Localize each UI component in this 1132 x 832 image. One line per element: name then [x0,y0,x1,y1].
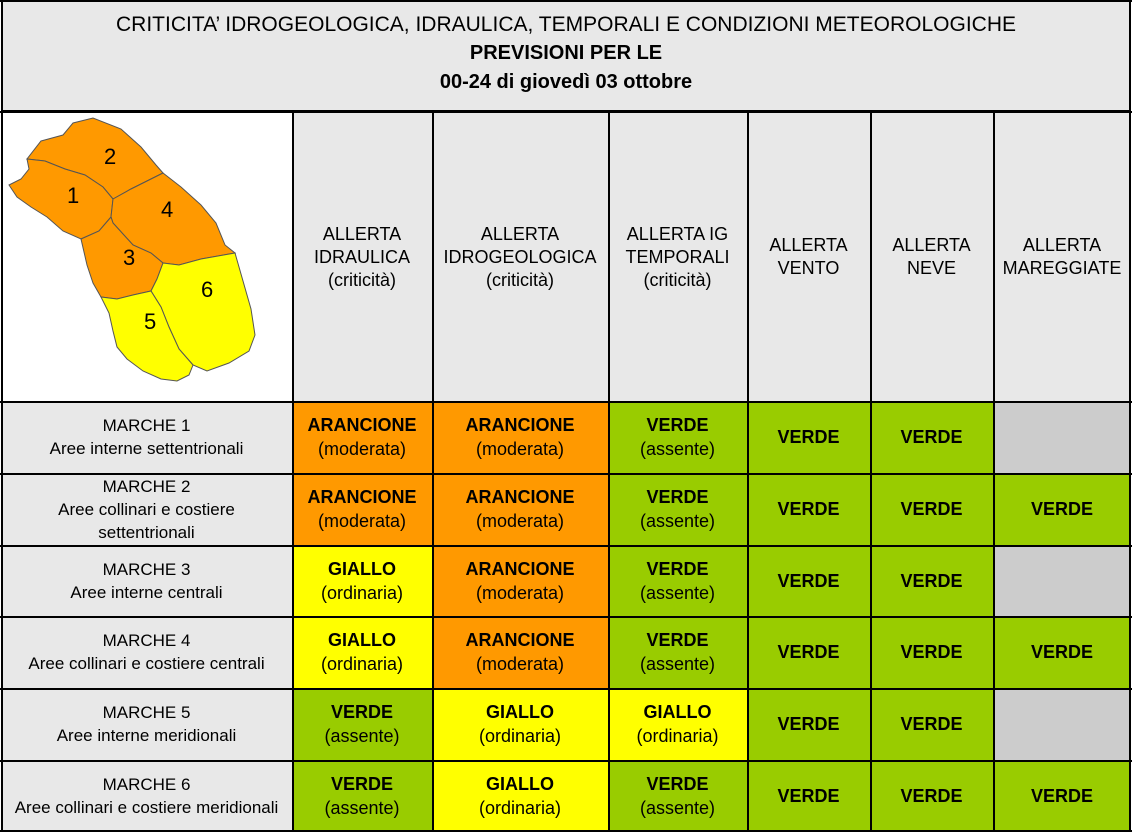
alert-cell [993,401,1131,473]
grid-vertical-line [870,113,872,831]
alert-criticity: (assente) [639,582,716,603]
zone-name: MARCHE 5 [102,703,191,722]
alert-level: GIALLO [328,630,396,650]
alert-criticity: (ordinaria) [478,797,562,818]
column-header-line: (criticità) [643,269,712,290]
column-header-line: ALLERTA [892,235,971,255]
zone-name: MARCHE 4 [102,631,191,650]
column-header-line: ALLERTA [322,223,402,244]
alert-criticity: (assente) [639,797,716,818]
alert-level: VERDE [900,785,963,806]
alert-cell [993,545,1131,616]
grid-vertical-line [292,113,294,831]
grid-horizontal-line [0,401,1132,403]
alert-level: VERDE [777,785,840,806]
zone-row-header [1,688,292,760]
zone-label-3: 3 [123,245,136,270]
zone-label-2: 2 [104,144,117,169]
alert-cell [432,616,608,688]
column-header-line: (criticità) [486,269,554,290]
alert-cell [747,760,870,831]
zone-name: MARCHE 6 [102,774,191,794]
grid-horizontal-line [0,545,1132,547]
header-title: CRITICITA’ IDROGEOLOGICA, IDRAULICA, TEMPORALI E CONDIZIONI METEOROLOGICHE [116,13,1016,36]
alert-criticity: (assente) [324,726,400,746]
alert-level: VERDE [900,427,963,447]
grid-vertical-line [1,0,3,832]
alert-cell [993,688,1131,760]
alert-criticity: (moderata) [475,439,565,459]
column-header-line: TEMPORALI [625,246,730,267]
zone-label-5: 5 [144,309,157,334]
alert-level: VERDE [330,773,393,794]
grid-horizontal-line [0,111,1132,113]
column-header-line: IDRAULICA [313,246,411,267]
alert-level: VERDE [646,487,709,507]
zone-description: Aree interne settentrionali [49,439,244,458]
alert-level: GIALLO [328,558,396,579]
alert-cell [292,401,432,473]
zone-description: settentrionali [98,522,195,542]
alert-criticity: (assente) [639,439,716,459]
zone-row-header [1,760,292,831]
alert-cell [993,616,1131,688]
grid-horizontal-line [0,760,1132,762]
column-header-6 [993,113,1131,401]
alert-level: VERDE [646,558,709,579]
zone-label-6: 6 [201,277,214,302]
alert-criticity: (assente) [639,654,716,674]
alert-level: VERDE [777,642,840,662]
alert-criticity: (moderata) [317,511,407,531]
column-header-line: ALLERTA IG [626,223,729,244]
alert-level: ARANCIONE [465,630,575,650]
page-header [1,1,1131,112]
column-header-line: NEVE [906,258,957,278]
zone-row-header [1,616,292,688]
zone-description: Aree interne centrali [70,582,223,602]
alert-level: VERDE [1030,785,1093,806]
alert-level: VERDE [330,702,393,722]
column-header-1 [292,113,432,401]
alert-cell [870,401,993,473]
column-header-line: MAREGGIATE [1002,258,1122,278]
alert-level: GIALLO [486,702,554,722]
alert-level: GIALLO [486,773,554,794]
alert-criticity: (moderata) [475,654,565,674]
alert-cell [870,760,993,831]
alert-level: VERDE [900,499,963,519]
column-header-5 [870,113,993,401]
alert-criticity: (moderata) [475,511,565,531]
grid-vertical-line [993,113,995,831]
alert-cell [747,616,870,688]
alert-criticity: (assente) [639,511,716,531]
alert-criticity: (ordinaria) [636,726,719,746]
zone-row-header [1,545,292,616]
column-header-line: IDROGEOLOGICA [443,246,597,267]
alert-cell [292,760,432,831]
alert-level: VERDE [777,499,840,519]
alert-criticity: (ordinaria) [320,582,404,603]
grid-horizontal-line [0,0,1132,2]
column-header-line: (criticità) [328,269,396,290]
column-header-2 [432,113,608,401]
column-header-3 [608,113,747,401]
alert-cell [870,473,993,545]
alert-cell [870,545,993,616]
grid-horizontal-line [0,473,1132,475]
alert-cell [292,688,432,760]
alert-cell [432,401,608,473]
alert-cell [870,616,993,688]
alert-level: ARANCIONE [307,487,417,507]
alert-level: ARANCIONE [307,415,417,435]
alert-level: ARANCIONE [465,558,575,579]
alert-cell [608,401,747,473]
alert-level: VERDE [777,570,840,591]
alert-level: VERDE [777,714,840,734]
grid-vertical-line [608,113,610,831]
alert-cell [870,688,993,760]
column-header-line: VENTO [777,258,840,278]
alert-criticity: (assente) [324,797,400,818]
alert-cell [747,545,870,616]
alert-cell [432,473,608,545]
grid-horizontal-line [0,688,1132,690]
alert-level: VERDE [900,714,963,734]
alert-level: VERDE [1030,642,1093,662]
alert-cell [432,760,608,831]
alert-cell [292,473,432,545]
alert-cell [432,545,608,616]
alert-cell [747,473,870,545]
alert-criticity: (ordinaria) [320,654,404,674]
zone-label-1: 1 [67,183,80,208]
alert-cell [747,688,870,760]
alert-level: GIALLO [643,702,712,722]
grid-horizontal-line [0,616,1132,618]
alert-level: VERDE [1030,499,1093,519]
alert-level: VERDE [900,570,963,591]
header-subtitle: PREVISIONI PER LE [469,42,663,64]
alert-criticity: (moderata) [317,439,407,459]
alert-level: VERDE [646,773,709,794]
grid-vertical-line [747,113,749,831]
alert-cell [608,545,747,616]
grid-vertical-line [432,113,434,831]
zone-description: Aree interne meridionali [56,726,237,745]
zone-description: Aree collinari e costiere centrali [28,654,265,673]
zone-row-header [1,401,292,473]
zone-row-header [1,473,292,545]
zone-description: Aree collinari e costiere meridionali [14,797,279,817]
column-header-line: ALLERTA [1022,235,1102,255]
alert-cell [608,616,747,688]
zone-description: Aree collinari e costiere [58,499,235,519]
alert-level: ARANCIONE [465,487,575,507]
alert-level: ARANCIONE [465,415,575,435]
alert-level: VERDE [777,427,840,447]
alert-level: VERDE [646,415,709,435]
column-header-line: ALLERTA [769,235,848,255]
column-header-line: ALLERTA [480,223,560,244]
alert-level: VERDE [900,642,963,662]
marche-zones-map [1,113,292,401]
zone-name: MARCHE 3 [102,559,191,579]
alert-cell [608,760,747,831]
region-map [1,113,292,401]
alert-cell [747,401,870,473]
alert-criticity: (ordinaria) [478,726,562,746]
alert-cell [608,688,747,760]
column-header-4 [747,113,870,401]
header-date: 00-24 di giovedì 03 ottobre [439,71,693,93]
alert-cell [292,616,432,688]
zone-name: MARCHE 2 [102,476,191,496]
zone-label-4: 4 [161,197,174,222]
alert-cell [292,545,432,616]
grid-vertical-line [1129,0,1131,832]
alert-cell [432,688,608,760]
alert-cell [993,473,1131,545]
alert-cell [608,473,747,545]
alert-criticity: (moderata) [475,582,565,603]
zone-name: MARCHE 1 [102,416,191,435]
alert-level: VERDE [646,630,709,650]
alert-cell [993,760,1131,831]
